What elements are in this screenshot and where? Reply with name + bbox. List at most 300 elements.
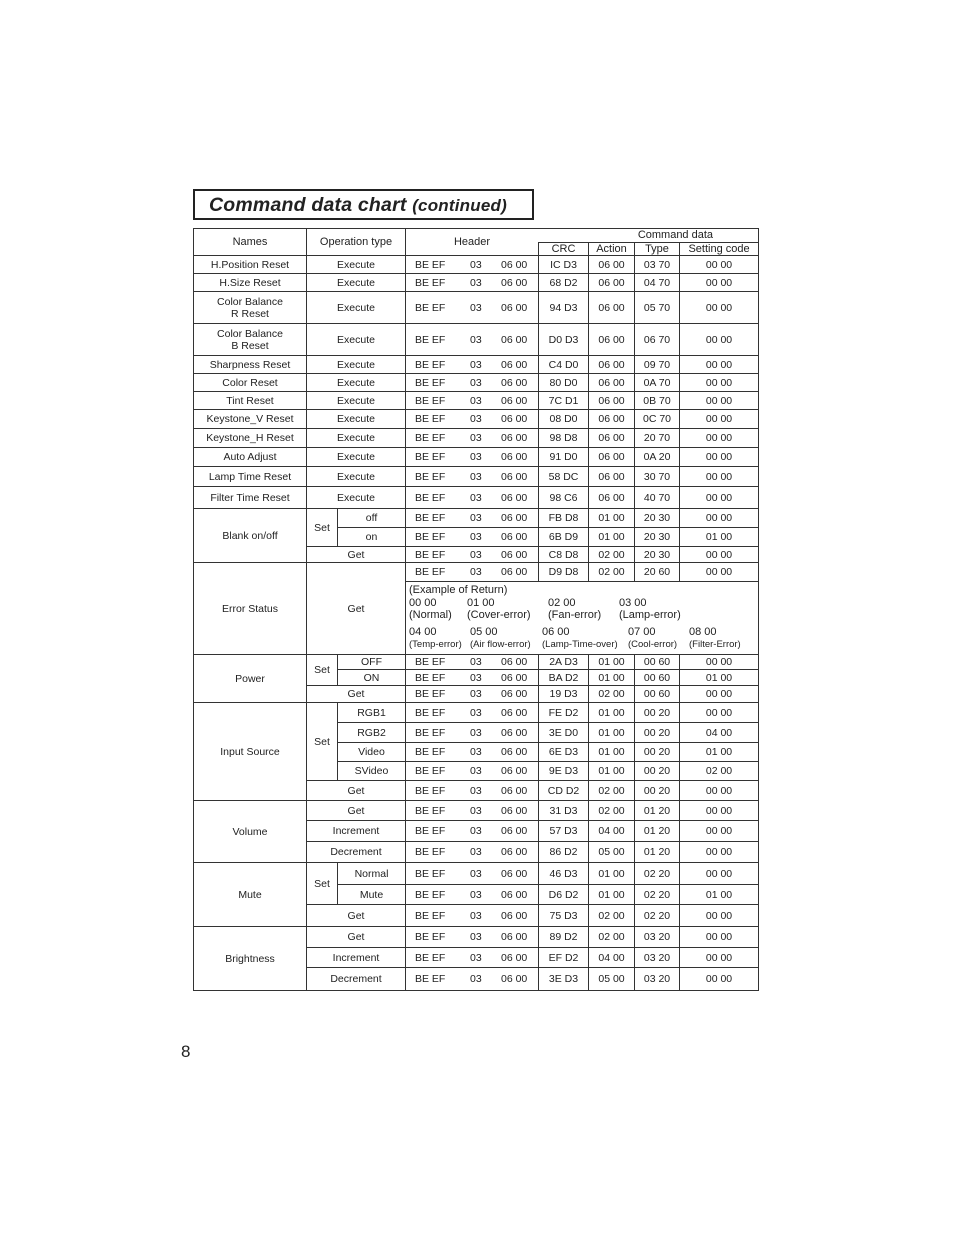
title-sub: (continued) <box>412 196 507 215</box>
header-byte-c: 06 00 <box>501 333 528 346</box>
crc-cell: D9 D8 <box>539 563 589 582</box>
header-byte-a: BE EF <box>415 432 446 445</box>
operation-cell: Execute <box>307 392 406 410</box>
crc-cell: 08 D0 <box>539 410 589 429</box>
operation-cell: Execute <box>307 467 406 487</box>
header-byte-b: 03 <box>470 301 482 314</box>
type-cell: 01 20 <box>635 842 680 863</box>
crc-cell: 46 D3 <box>539 863 589 885</box>
header-byte-b: 03 <box>470 413 482 426</box>
header-bytes <box>406 885 539 905</box>
header-byte-a: BE EF <box>415 333 446 346</box>
header-byte-c: 06 00 <box>501 376 528 389</box>
command-data-table <box>193 228 759 991</box>
table-row <box>194 292 759 324</box>
header-byte-b: 03 <box>470 867 482 880</box>
row-name: H.Size Reset <box>194 274 307 292</box>
header-byte-a: BE EF <box>415 726 446 739</box>
type-cell: 02 20 <box>635 863 680 885</box>
table-row <box>194 927 759 948</box>
type-cell: 0B 70 <box>635 392 680 410</box>
type-cell: 03 70 <box>635 256 680 274</box>
set-label: Set <box>307 655 338 686</box>
header-bytes <box>406 410 539 429</box>
action-cell: 02 00 <box>589 927 635 948</box>
table-row <box>194 467 759 487</box>
return-example <box>406 582 759 655</box>
crc-cell: 9E D3 <box>539 762 589 781</box>
crc-cell: 86 D2 <box>539 842 589 863</box>
return-code: 08 00 <box>689 626 717 639</box>
header-byte-c: 06 00 <box>501 491 528 504</box>
header-byte-a: BE EF <box>415 376 446 389</box>
operation-cell: Mute <box>338 885 406 905</box>
header-byte-a: BE EF <box>415 301 446 314</box>
row-name: Mute <box>194 863 307 927</box>
header-byte-c: 06 00 <box>501 258 528 271</box>
type-cell: 01 20 <box>635 801 680 821</box>
setting-code-cell: 00 00 <box>680 863 759 885</box>
crc-cell: FB D8 <box>539 509 589 528</box>
title-main: Command data chart <box>209 194 407 216</box>
header-byte-a: BE EF <box>415 566 446 579</box>
header-byte-a: BE EF <box>415 276 446 289</box>
type-cell: 00 20 <box>635 762 680 781</box>
setting-code-cell: 00 00 <box>680 842 759 863</box>
setting-code-cell: 04 00 <box>680 723 759 743</box>
header-byte-c: 06 00 <box>501 512 528 525</box>
header-bytes <box>406 723 539 743</box>
operation-cell: off <box>338 509 406 528</box>
set-label: Set <box>307 703 338 781</box>
header-byte-a: BE EF <box>415 951 446 964</box>
return-example-box <box>406 582 758 654</box>
header-bytes <box>406 670 539 686</box>
row-name: Lamp Time Reset <box>194 467 307 487</box>
header-bytes <box>406 292 539 324</box>
row-name: Keystone_H Reset <box>194 429 307 448</box>
action-cell: 01 00 <box>589 743 635 762</box>
type-cell: 0C 70 <box>635 410 680 429</box>
row-name: Keystone_V Reset <box>194 410 307 429</box>
setting-code-cell: 00 00 <box>680 968 759 991</box>
operation-cell: RGB2 <box>338 723 406 743</box>
return-code: 07 00 <box>628 626 656 639</box>
header-byte-b: 03 <box>470 258 482 271</box>
operation-cell: Execute <box>307 448 406 467</box>
crc-cell: 57 D3 <box>539 821 589 842</box>
setting-code-cell: 01 00 <box>680 743 759 762</box>
col-action: Action <box>589 242 635 256</box>
header-byte-a: BE EF <box>415 804 446 817</box>
header-byte-c: 06 00 <box>501 656 528 669</box>
col-operation-type: Operation type <box>307 229 406 256</box>
header-byte-c: 06 00 <box>501 566 528 579</box>
crc-cell: 68 D2 <box>539 274 589 292</box>
crc-cell: 6E D3 <box>539 743 589 762</box>
operation-cell: Get <box>307 547 406 563</box>
type-cell: 20 30 <box>635 547 680 563</box>
setting-code-cell: 00 00 <box>680 256 759 274</box>
header-byte-c: 06 00 <box>501 301 528 314</box>
crc-cell: 94 D3 <box>539 292 589 324</box>
header-byte-a: BE EF <box>415 491 446 504</box>
header-byte-b: 03 <box>470 765 482 778</box>
setting-code-cell: 00 00 <box>680 509 759 528</box>
crc-cell: BA D2 <box>539 670 589 686</box>
header-byte-c: 06 00 <box>501 867 528 880</box>
table-body <box>194 256 759 991</box>
header-byte-a: BE EF <box>415 846 446 859</box>
row-name: Brightness <box>194 927 307 991</box>
header-byte-b: 03 <box>470 688 482 701</box>
type-cell: 20 30 <box>635 509 680 528</box>
header-bytes <box>406 374 539 392</box>
header-byte-b: 03 <box>470 491 482 504</box>
action-cell: 05 00 <box>589 968 635 991</box>
header-bytes <box>406 762 539 781</box>
section-title <box>209 194 507 217</box>
header-bytes <box>406 356 539 374</box>
header-byte-c: 06 00 <box>501 413 528 426</box>
type-cell: 00 20 <box>635 723 680 743</box>
operation-cell: RGB1 <box>338 703 406 723</box>
header-byte-b: 03 <box>470 276 482 289</box>
header-byte-a: BE EF <box>415 512 446 525</box>
header-byte-b: 03 <box>470 846 482 859</box>
header-byte-c: 06 00 <box>501 394 528 407</box>
setting-code-cell: 00 00 <box>680 292 759 324</box>
col-command-data: Command data <box>539 229 759 243</box>
row-name: Input Source <box>194 703 307 801</box>
header-byte-c: 06 00 <box>501 432 528 445</box>
header-bytes <box>406 781 539 801</box>
setting-code-cell: 00 00 <box>680 927 759 948</box>
action-cell: 06 00 <box>589 324 635 356</box>
header-byte-b: 03 <box>470 973 482 986</box>
action-cell: 01 00 <box>589 723 635 743</box>
type-cell: 00 60 <box>635 655 680 670</box>
crc-cell: C4 D0 <box>539 356 589 374</box>
setting-code-cell: 00 00 <box>680 448 759 467</box>
operation-cell: Execute <box>307 292 406 324</box>
row-name: Blank on/off <box>194 509 307 563</box>
header-byte-b: 03 <box>470 746 482 759</box>
setting-code-cell: 02 00 <box>680 762 759 781</box>
setting-code-cell: 00 00 <box>680 905 759 927</box>
action-cell: 01 00 <box>589 885 635 905</box>
action-cell: 02 00 <box>589 547 635 563</box>
crc-cell: 3E D3 <box>539 968 589 991</box>
operation-cell: Execute <box>307 374 406 392</box>
table-row <box>194 563 759 582</box>
header-bytes <box>406 842 539 863</box>
header-byte-a: BE EF <box>415 973 446 986</box>
header-byte-c: 06 00 <box>501 358 528 371</box>
header-byte-b: 03 <box>470 784 482 797</box>
set-label: Set <box>307 509 338 547</box>
crc-cell: 3E D0 <box>539 723 589 743</box>
action-cell: 01 00 <box>589 670 635 686</box>
header-bytes <box>406 968 539 991</box>
operation-cell: Video <box>338 743 406 762</box>
header-byte-b: 03 <box>470 531 482 544</box>
operation-cell: Increment <box>307 948 406 968</box>
action-cell: 01 00 <box>589 655 635 670</box>
type-cell: 09 70 <box>635 356 680 374</box>
setting-code-cell: 00 00 <box>680 467 759 487</box>
header-byte-b: 03 <box>470 566 482 579</box>
set-label: Set <box>307 863 338 905</box>
setting-code-cell: 00 00 <box>680 781 759 801</box>
header-byte-b: 03 <box>470 512 482 525</box>
header-bytes <box>406 467 539 487</box>
return-description: (Cool-error) <box>628 639 678 651</box>
type-cell: 04 70 <box>635 274 680 292</box>
crc-cell: C8 D8 <box>539 547 589 563</box>
crc-cell: 58 DC <box>539 467 589 487</box>
header-byte-a: BE EF <box>415 531 446 544</box>
operation-cell: Execute <box>307 429 406 448</box>
crc-cell: CD D2 <box>539 781 589 801</box>
crc-cell: 6B D9 <box>539 528 589 547</box>
table-row <box>194 703 759 723</box>
header-byte-c: 06 00 <box>501 451 528 464</box>
type-cell: 00 20 <box>635 743 680 762</box>
header-byte-b: 03 <box>470 548 482 561</box>
header-byte-c: 06 00 <box>501 765 528 778</box>
type-cell: 30 70 <box>635 467 680 487</box>
header-byte-b: 03 <box>470 825 482 838</box>
header-byte-c: 06 00 <box>501 706 528 719</box>
crc-cell: EF D2 <box>539 948 589 968</box>
action-cell: 01 00 <box>589 863 635 885</box>
header-byte-b: 03 <box>470 451 482 464</box>
crc-cell: FE D2 <box>539 703 589 723</box>
setting-code-cell: 00 00 <box>680 374 759 392</box>
header-byte-c: 06 00 <box>501 909 528 922</box>
operation-cell: Get <box>307 686 406 703</box>
row-name: Color Reset <box>194 374 307 392</box>
header-bytes <box>406 392 539 410</box>
return-description: (Lamp-error) <box>619 609 681 622</box>
header-byte-a: BE EF <box>415 671 446 684</box>
header-byte-b: 03 <box>470 726 482 739</box>
setting-code-cell: 00 00 <box>680 703 759 723</box>
return-code: 02 00 <box>548 597 576 610</box>
header-byte-a: BE EF <box>415 825 446 838</box>
operation-cell: OFF <box>338 655 406 670</box>
header-bytes <box>406 448 539 467</box>
action-cell: 02 00 <box>589 801 635 821</box>
header-byte-c: 06 00 <box>501 671 528 684</box>
operation-cell: Execute <box>307 256 406 274</box>
header-byte-b: 03 <box>470 470 482 483</box>
header-bytes <box>406 528 539 547</box>
setting-code-cell: 01 00 <box>680 528 759 547</box>
return-description: (Temp-error) <box>409 639 462 651</box>
col-names: Names <box>194 229 307 256</box>
crc-cell: 2A D3 <box>539 655 589 670</box>
setting-code-cell: 00 00 <box>680 429 759 448</box>
type-cell: 20 30 <box>635 528 680 547</box>
header-byte-b: 03 <box>470 909 482 922</box>
header-byte-c: 06 00 <box>501 931 528 944</box>
setting-code-cell: 00 00 <box>680 274 759 292</box>
type-cell: 06 70 <box>635 324 680 356</box>
action-cell: 01 00 <box>589 703 635 723</box>
action-cell: 06 00 <box>589 356 635 374</box>
action-cell: 06 00 <box>589 448 635 467</box>
header-byte-b: 03 <box>470 951 482 964</box>
table-row <box>194 429 759 448</box>
return-code: 00 00 <box>409 597 437 610</box>
row-name: Color Balance R Reset <box>194 292 307 324</box>
action-cell: 01 00 <box>589 528 635 547</box>
type-cell: 0A 20 <box>635 448 680 467</box>
header-bytes <box>406 863 539 885</box>
operation-cell: Get <box>307 927 406 948</box>
header-byte-c: 06 00 <box>501 888 528 901</box>
row-name: Error Status <box>194 563 307 655</box>
crc-cell: 80 D0 <box>539 374 589 392</box>
header-byte-c: 06 00 <box>501 688 528 701</box>
operation-cell: Increment <box>307 821 406 842</box>
operation-cell: Get <box>307 781 406 801</box>
setting-code-cell: 00 00 <box>680 655 759 670</box>
operation-cell: Get <box>307 801 406 821</box>
col-setting-code: Setting code <box>680 242 759 256</box>
action-cell: 02 00 <box>589 563 635 582</box>
table-row <box>194 863 759 885</box>
setting-code-cell: 00 00 <box>680 686 759 703</box>
operation-cell: Execute <box>307 274 406 292</box>
return-code: 05 00 <box>470 626 498 639</box>
header-bytes <box>406 743 539 762</box>
return-description: (Fan-error) <box>548 609 602 622</box>
table-row <box>194 274 759 292</box>
header-bytes <box>406 927 539 948</box>
return-example-label: (Example of Return) <box>409 584 508 597</box>
crc-cell: IC D3 <box>539 256 589 274</box>
type-cell: 01 20 <box>635 821 680 842</box>
action-cell: 01 00 <box>589 509 635 528</box>
setting-code-cell: 00 00 <box>680 547 759 563</box>
header-bytes <box>406 801 539 821</box>
operation-cell: Execute <box>307 324 406 356</box>
action-cell: 06 00 <box>589 467 635 487</box>
type-cell: 00 20 <box>635 781 680 801</box>
setting-code-cell: 00 00 <box>680 410 759 429</box>
header-byte-b: 03 <box>470 671 482 684</box>
return-code: 04 00 <box>409 626 437 639</box>
header-byte-a: BE EF <box>415 358 446 371</box>
row-name: Volume <box>194 801 307 863</box>
setting-code-cell: 00 00 <box>680 563 759 582</box>
action-cell: 06 00 <box>589 256 635 274</box>
header-byte-c: 06 00 <box>501 531 528 544</box>
header-byte-a: BE EF <box>415 706 446 719</box>
setting-code-cell: 01 00 <box>680 670 759 686</box>
header-bytes <box>406 547 539 563</box>
header-byte-c: 06 00 <box>501 470 528 483</box>
col-header: Header <box>406 229 539 256</box>
row-name: Power <box>194 655 307 703</box>
action-cell: 06 00 <box>589 292 635 324</box>
action-cell: 02 00 <box>589 781 635 801</box>
action-cell: 04 00 <box>589 821 635 842</box>
crc-cell: 91 D0 <box>539 448 589 467</box>
operation-cell: Decrement <box>307 842 406 863</box>
table-row <box>194 410 759 429</box>
action-cell: 06 00 <box>589 410 635 429</box>
header-bytes <box>406 429 539 448</box>
header-byte-a: BE EF <box>415 867 446 880</box>
row-name: Filter Time Reset <box>194 487 307 509</box>
action-cell: 06 00 <box>589 429 635 448</box>
header-byte-b: 03 <box>470 432 482 445</box>
header-byte-b: 03 <box>470 358 482 371</box>
header-bytes <box>406 509 539 528</box>
operation-cell: ON <box>338 670 406 686</box>
header-byte-a: BE EF <box>415 784 446 797</box>
header-byte-c: 06 00 <box>501 746 528 759</box>
table-row <box>194 448 759 467</box>
header-byte-c: 06 00 <box>501 846 528 859</box>
operation-cell: Decrement <box>307 968 406 991</box>
setting-code-cell: 00 00 <box>680 821 759 842</box>
header-bytes <box>406 487 539 509</box>
type-cell: 05 70 <box>635 292 680 324</box>
return-description: (Cover-error) <box>467 609 531 622</box>
operation-cell: Normal <box>338 863 406 885</box>
row-name: Sharpness Reset <box>194 356 307 374</box>
header-bytes <box>406 905 539 927</box>
return-code: 01 00 <box>467 597 495 610</box>
return-description: (Filter-Error) <box>689 639 741 651</box>
header-byte-b: 03 <box>470 376 482 389</box>
type-cell: 02 20 <box>635 885 680 905</box>
table-row <box>194 374 759 392</box>
header-byte-c: 06 00 <box>501 951 528 964</box>
header-byte-a: BE EF <box>415 656 446 669</box>
header-bytes <box>406 703 539 723</box>
col-crc: CRC <box>539 242 589 256</box>
header-bytes <box>406 655 539 670</box>
operation-cell: Execute <box>307 356 406 374</box>
header-bytes <box>406 948 539 968</box>
type-cell: 03 20 <box>635 968 680 991</box>
header-byte-b: 03 <box>470 706 482 719</box>
header-bytes <box>406 274 539 292</box>
header-byte-a: BE EF <box>415 451 446 464</box>
header-byte-c: 06 00 <box>501 726 528 739</box>
row-name: H.Position Reset <box>194 256 307 274</box>
type-cell: 0A 70 <box>635 374 680 392</box>
return-description: (Normal) <box>409 609 452 622</box>
header-byte-b: 03 <box>470 804 482 817</box>
header-bytes <box>406 686 539 703</box>
crc-cell: D0 D3 <box>539 324 589 356</box>
action-cell: 06 00 <box>589 274 635 292</box>
type-cell: 20 60 <box>635 563 680 582</box>
row-name: Color Balance B Reset <box>194 324 307 356</box>
col-type: Type <box>635 242 680 256</box>
table-row <box>194 392 759 410</box>
action-cell: 06 00 <box>589 392 635 410</box>
crc-cell: 31 D3 <box>539 801 589 821</box>
header-byte-a: BE EF <box>415 909 446 922</box>
